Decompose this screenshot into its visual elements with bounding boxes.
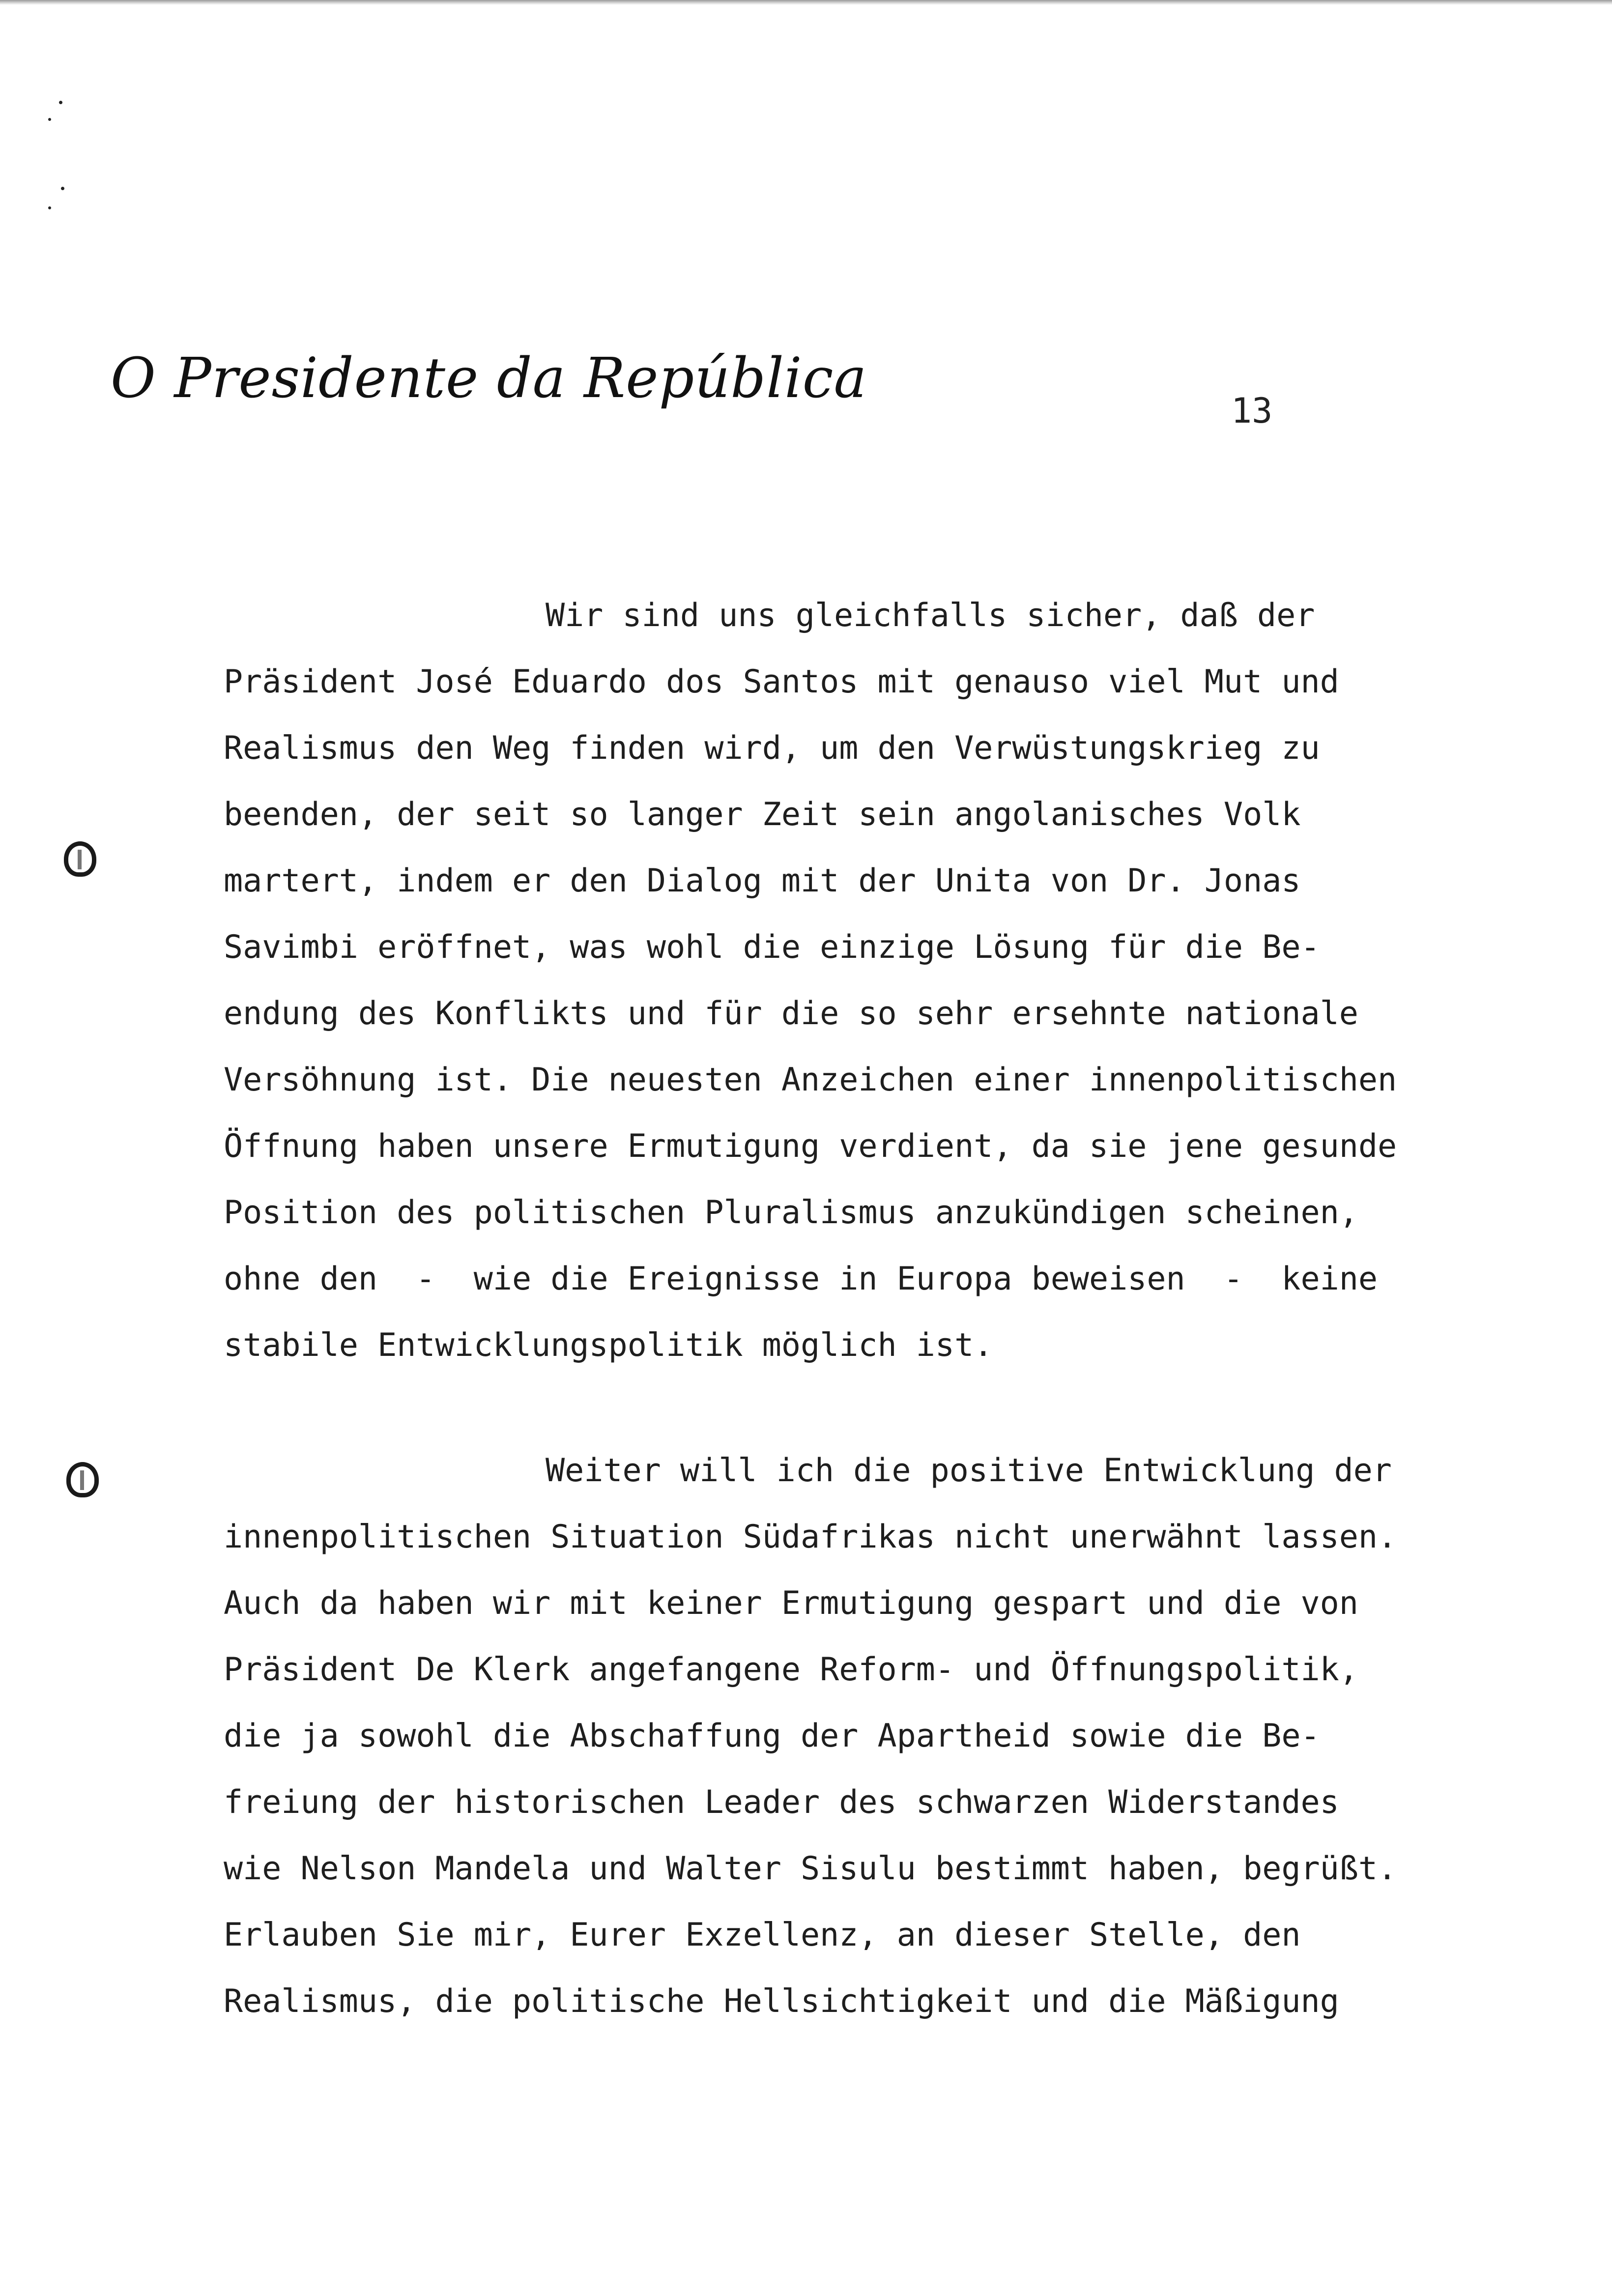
scan-top-edge bbox=[0, 0, 1612, 5]
text-line: beenden, der seit so langer Zeit sein angolanisches Volk bbox=[224, 796, 1301, 833]
scan-speck bbox=[48, 118, 51, 121]
text-line: Präsident José Eduardo dos Santos mit genauso viel Mut und bbox=[224, 663, 1339, 700]
scan-speck bbox=[61, 187, 64, 190]
text-line: Versöhnung ist. Die neuesten Anzeichen einer innenpolitischen bbox=[224, 1062, 1397, 1098]
letterhead-title: O Presidente da República bbox=[111, 346, 867, 410]
paragraph-2 bbox=[224, 1437, 1492, 2035]
text-line: stabile Entwicklungspolitik möglich ist. bbox=[224, 1327, 993, 1364]
text-line: Realismus den Weg finden wird, um den Verwüstungskrieg zu bbox=[224, 730, 1320, 767]
text-line: innenpolitischen Situation Südafrikas nicht unerwähnt lassen. bbox=[224, 1519, 1397, 1555]
text-line: Auch da haben wir mit keiner Ermutigung gespart und die von bbox=[224, 1585, 1358, 1622]
text-line: Savimbi eröffnet, was wohl die einzige Lösung für die Be- bbox=[224, 929, 1320, 966]
text-line: Position des politischen Pluralismus anzukündigen scheinen, bbox=[224, 1194, 1358, 1231]
text-line: Wir sind uns gleichfalls sicher, daß der bbox=[546, 597, 1315, 634]
text-line: freiung der historischen Leader des schwarzen Widerstandes bbox=[224, 1784, 1339, 1821]
paragraph-1 bbox=[224, 582, 1492, 1378]
text-line: ohne den - wie die Ereignisse in Europa beweisen - keine bbox=[224, 1261, 1378, 1297]
text-line: Erlauben Sie mir, Eurer Exzellenz, an dieser Stelle, den bbox=[224, 1917, 1301, 1953]
text-line: die ja sowohl die Abschaffung der Apartheid sowie die Be- bbox=[224, 1718, 1320, 1754]
text-line: endung des Konflikts und für die so sehr ersehnte nationale bbox=[224, 995, 1358, 1032]
text-line: Öffnung haben unsere Ermutigung verdient, da sie jene gesunde bbox=[224, 1128, 1397, 1165]
page-number: 13 bbox=[1231, 391, 1273, 431]
text-line: wie Nelson Mandela und Walter Sisulu bestimmt haben, begrüßt. bbox=[224, 1850, 1397, 1887]
scan-speck bbox=[48, 206, 51, 209]
punch-hole-icon bbox=[64, 841, 96, 877]
scan-speck bbox=[59, 101, 62, 104]
text-line: Weiter will ich die positive Entwicklung der bbox=[546, 1452, 1392, 1489]
text-line: martert, indem er den Dialog mit der Unita von Dr. Jonas bbox=[224, 862, 1301, 899]
text-line: Realismus, die politische Hellsichtigkeit und die Mäßigung bbox=[224, 1983, 1339, 2020]
text-line: Präsident De Klerk angefangene Reform- und Öffnungspolitik, bbox=[224, 1651, 1358, 1688]
punch-hole-icon bbox=[66, 1462, 99, 1497]
